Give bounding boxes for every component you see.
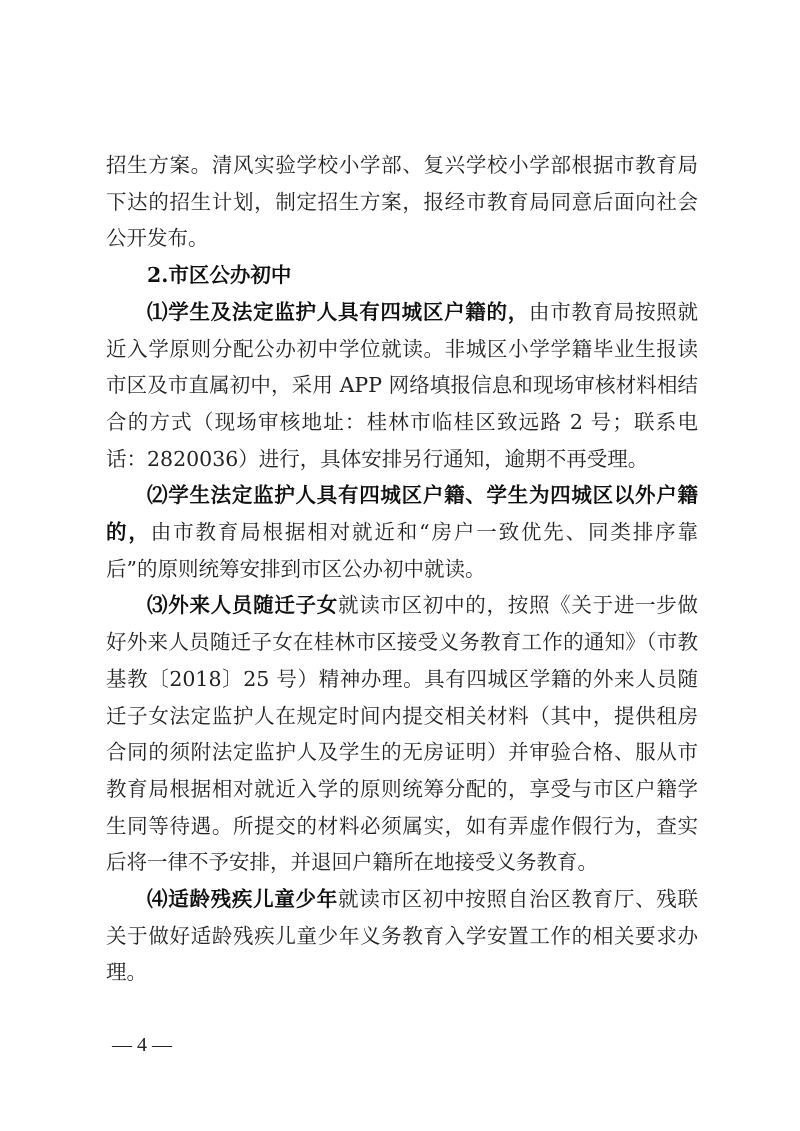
section-heading <box>106 257 698 294</box>
item-lead: ⑵学生法定监护人具有四城区户籍、学生为四城区以外户籍的， <box>106 483 698 545</box>
paragraph-item-1 <box>106 294 698 478</box>
section-heading-text: 2.市区公办初中 <box>147 263 292 288</box>
paragraph-enrollment-plan <box>106 147 698 257</box>
item-lead: ⑴学生及法定监护人具有四城区户籍的， <box>147 299 529 324</box>
text-run: 就读市区初中的，按照《关于进一步做好外来人员随迁子女在桂林市区接受义务教育工作的通知》（市教基教〔2018〕25 号）精神办理。具有四城区学籍的外来人员随迁子女法定监护人在规定时间内提交相关材料（其中，提供租房合同的须附法定监护人及学生的无房证明）并审验合格、服从市教育局根据相对就近入学的原则统筹分配的，享受与市区户籍学生同等待遇。所提交的材料必须属实，如有弄虚作假行为，查实后将一律不予安排，并退回户籍所在地接受义务教育。 <box>106 593 699 875</box>
text-run: 就读市区初中按照自治区教育厅、残联关于做好适龄残疾儿童少年义务教育入学安置工作的相关要求办理。 <box>106 887 699 985</box>
text-run: 由市教育局根据相对就近和“房户一致优先、同类排序靠后”的原则统筹安排到市区公办初中就读。 <box>106 520 698 581</box>
text-run: 由市教育局按照就近入学原则分配公办初中学位就读。非城区小学学籍毕业生报读市区及市直属初中，采用 APP 网络填报信息和现场审核材料相结合的方式（现场审核地址：桂林市临桂区致远路 2 号；联系电话：2820036）进行，具体安排另行通知，逾期不再受理。 <box>106 299 699 471</box>
item-lead: ⑶外来人员随迁子女 <box>147 593 338 618</box>
page-number: — 4 — <box>112 1034 172 1056</box>
item-lead: ⑷适龄残疾儿童少年 <box>147 887 338 912</box>
paragraph-item-4 <box>106 881 698 991</box>
paragraph-item-2 <box>106 477 698 587</box>
body-text <box>106 147 698 991</box>
paragraph-item-3 <box>106 587 698 881</box>
text-run: 招生方案。清风实验学校小学部、复兴学校小学部根据市教育局下达的招生计划，制定招生方案，报经市教育局同意后面向社会公开发布。 <box>106 153 698 251</box>
